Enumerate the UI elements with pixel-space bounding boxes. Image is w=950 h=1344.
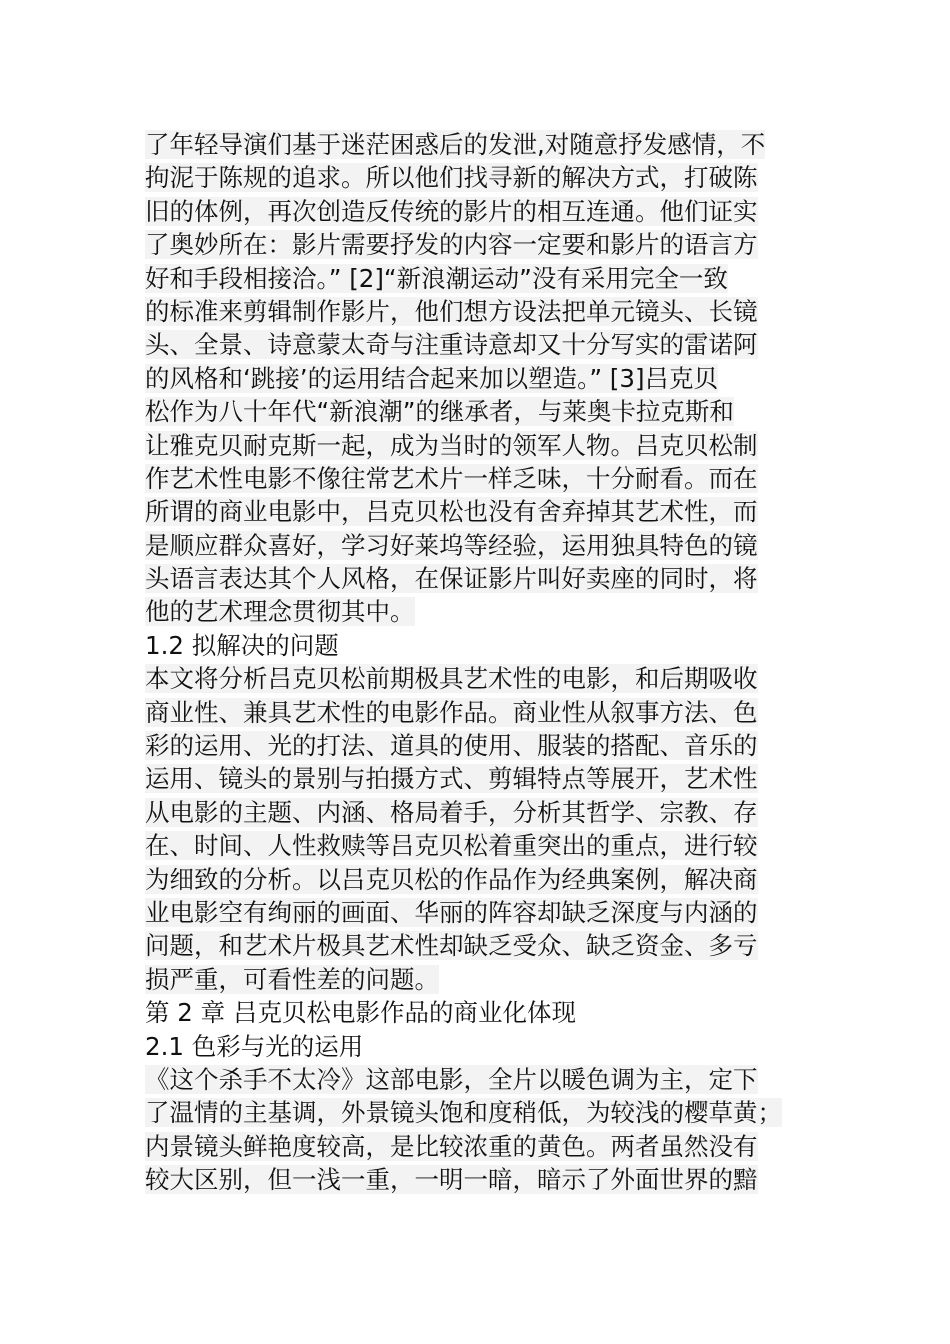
text-line-content: 业电影空有绚丽的画面、华丽的阵容却缺乏深度与内涵的: [145, 897, 758, 927]
text-line-content: 的风格和‘跳接’的运用结合起来加以塑造。” [3]吕克贝: [145, 363, 719, 393]
text-line: [145, 562, 805, 595]
text-line: [145, 696, 805, 729]
text-line-content: 在、时间、人性救赎等吕克贝松着重突出的重点，进行较: [145, 831, 758, 861]
text-line-content: 作艺术性电影不像往常艺术片一样乏味，十分耐看。而在: [145, 463, 758, 493]
text-line-content: 是顺应群众喜好，学习好莱坞等经验，运用独具特色的镜: [145, 530, 758, 560]
text-line: [145, 595, 805, 628]
text-line-content: 运用、镜头的景别与拍摄方式、剪辑特点等展开，艺术性: [145, 764, 758, 794]
text-line-content: 损严重，可看性差的问题。: [145, 964, 439, 994]
text-line-content: 内景镜头鲜艳度较高，是比较浓重的黄色。两者虽然没有: [145, 1131, 758, 1161]
text-line-content: 了温情的主基调，外景镜头饱和度稍低，为较浅的樱草黄；: [145, 1098, 782, 1128]
text-line: [145, 328, 805, 361]
text-line-content: 较大区别，但一浅一重，一明一暗，暗示了外面世界的黯: [145, 1165, 758, 1195]
text-line: [145, 796, 805, 829]
section-heading: [145, 629, 805, 662]
text-line: [145, 863, 805, 896]
text-line: [145, 195, 805, 228]
text-line: [145, 262, 805, 295]
text-line-content: 问题，和艺术片极具艺术性却缺乏受众、缺乏资金、多亏: [145, 931, 758, 961]
text-line: [145, 429, 805, 462]
text-line-content: 彩的运用、光的打法、道具的使用、服装的搭配、音乐的: [145, 731, 758, 761]
text-line-content: 松作为八十年代“新浪潮”的继承者，与莱奥卡拉克斯和: [145, 397, 734, 427]
text-line: [145, 462, 805, 495]
text-line: [145, 1163, 805, 1196]
text-line: [145, 295, 805, 328]
section-heading-text: 2.1 色彩与光的运用: [145, 1031, 364, 1061]
text-line-content: 了奥妙所在：影片需要抒发的内容一定要和影片的语言方: [145, 230, 758, 260]
text-line: [145, 762, 805, 795]
section-heading: [145, 1030, 805, 1063]
text-line-content: 旧的体例，再次创造反传统的影片的相互连通。他们证实: [145, 196, 758, 226]
text-line-content: 头语言表达其个人风格，在保证影片叫好卖座的同时，将: [145, 564, 758, 594]
text-line: [145, 963, 805, 996]
text-line-content: 从电影的主题、内涵、格局着手，分析其哲学、宗教、存: [145, 797, 758, 827]
text-line-content: 了年轻导演们基于迷茫困惑后的发泄,对随意抒发感情，不: [145, 130, 766, 159]
text-line-content: 拘泥于陈规的追求。所以他们找寻新的解决方式，打破陈: [145, 163, 758, 193]
text-line: [145, 495, 805, 528]
text-line: [145, 228, 805, 261]
text-line-content: 他的艺术理念贯彻其中。: [145, 597, 415, 627]
text-line-content: 好和手段相接洽。” [2]“新浪潮运动”没有采用完全一致: [145, 263, 728, 293]
text-line-content: 《这个杀手不太冷》这部电影，全片以暖色调为主，定下: [145, 1064, 758, 1094]
text-line: [145, 1096, 805, 1129]
text-line: [145, 1063, 805, 1096]
text-line: [145, 662, 805, 695]
text-line: [145, 1130, 805, 1163]
section-heading-text: 1.2 拟解决的问题: [145, 630, 339, 660]
text-line-content: 让雅克贝耐克斯一起，成为当时的领军人物。吕克贝松制: [145, 430, 758, 460]
text-line-content: 为细致的分析。以吕克贝松的作品作为经典案例，解决商: [145, 864, 758, 894]
text-line-content: 头、全景、诗意蒙太奇与注重诗意却又十分写实的雷诺阿: [145, 330, 758, 360]
text-line: [145, 362, 805, 395]
text-line-content: 本文将分析吕克贝松前期极具艺术性的电影，和后期吸收: [145, 664, 758, 694]
text-line-content: 的标准来剪辑制作影片，他们想方设法把单元镜头、长镜: [145, 296, 758, 326]
document-body: [145, 128, 805, 1197]
text-line: [145, 929, 805, 962]
text-line: [145, 128, 805, 161]
text-line-content: 所谓的商业电影中，吕克贝松也没有舍弃掉其艺术性，而: [145, 497, 758, 527]
chapter-heading: [145, 996, 805, 1029]
text-line: [145, 829, 805, 862]
text-line: [145, 729, 805, 762]
chapter-heading-text: 第 2 章 吕克贝松电影作品的商业化体现: [145, 998, 576, 1028]
text-line: [145, 529, 805, 562]
text-line: [145, 896, 805, 929]
text-line-content: 商业性、兼具艺术性的电影作品。商业性从叙事方法、色: [145, 697, 758, 727]
text-line: [145, 395, 805, 428]
text-line: [145, 161, 805, 194]
